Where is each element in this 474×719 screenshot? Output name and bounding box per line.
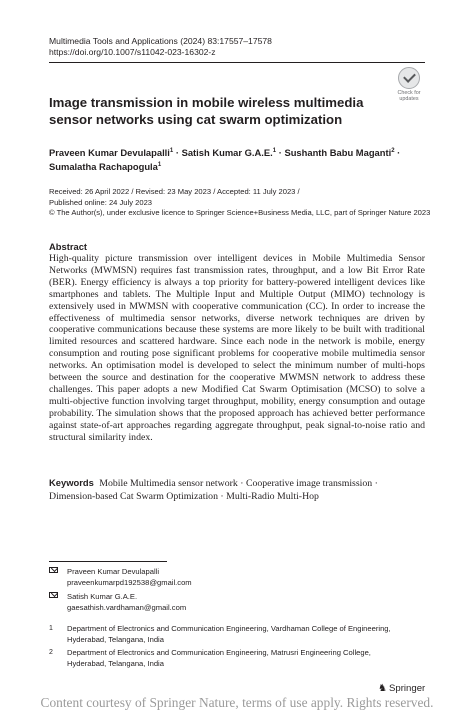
header-rule <box>49 62 425 63</box>
author-list <box>49 145 419 173</box>
affiliation-text: Department of Electronics and Communication Engineering, Vardhaman College of Engineering, Hyderabad, Telangana, India <box>67 624 391 644</box>
affiliation-text: Department of Electronics and Communication Engineering, Matrusri Engineering College, Hyderabad, Telangana, India <box>67 648 371 668</box>
keyword-separator: · <box>372 478 378 489</box>
author-affiliation-mark: 1 <box>169 148 174 154</box>
journal-header <box>49 36 272 58</box>
abstract-text: High-quality picture transmission over intelligent devices in Mobile Multimedia Sensor Networks (MWMSN) requires fast transmission rates, throughput, and a low Bit Error Rate (BER). Energy efficiency is always a top priority for battery-powered intelligent devices like smartphones and tablets. The Multiple Input and Multiple Output (MIMO) technology is extensively used in MWMSN with cooperative communication (CC). In order to increase the effectiveness of multimedia sensor networks, diverse network techniques are driven by cooperative communications because these systems are more likely to be built with traditional limited resources and scattered hardware. Since each node in the network is mobile, energy consumption and routing pose significant problems for cooperative mobile multimedia sensor networks. An optimisation model is developed to select the minimum number of multi-hops between the source and destination for the cooperative MWMSN network to address these challenges. This paper adopts a new Modified Cat Swarm Optimisation (MCSO) to solve a multi-objective function involving target throughput, mobility, energy consumption and outage probability. The simulation shows that the proposed approach has achieved better performance against state-of-art approaches regarding aggregate throughput, peak signal-to-noise ratio and structural similarity index. <box>49 253 425 443</box>
author-affiliation-mark: 1 <box>157 162 162 169</box>
courtesy-watermark: Content courtesy of Springer Nature, terms of use apply. Rights reserved. <box>40 695 434 710</box>
published-online: Published online: 24 July 2023 <box>49 197 153 207</box>
publisher-logo <box>378 683 425 694</box>
author-name: Satish Kumar G.A.E. <box>181 147 273 159</box>
author-affiliation-mark: 1 <box>272 148 277 154</box>
keyword: Multi-Radio Multi-Hop <box>226 490 319 502</box>
envelope-icon <box>49 592 58 598</box>
check-for-updates-badge[interactable] <box>393 67 425 101</box>
keyword-separator: · <box>217 490 227 502</box>
contact-email[interactable]: praveenkumarpd192538@gmail.com <box>67 577 192 587</box>
publisher-name: Springer <box>388 683 426 694</box>
check-updates-line1: Check for <box>397 90 421 96</box>
author-name: Sumalatha Rachapogula <box>49 161 158 173</box>
keyword: Dimension-based Cat Swarm Optimization <box>49 490 218 502</box>
keywords-label: Keywords <box>49 477 94 488</box>
copyright-notice: © The Author(s), under exclusive licence to Springer Science+Business Media, LLC, part of Springer Nature 2023 <box>49 208 431 217</box>
keyword: Mobile Multimedia sensor network <box>99 478 238 489</box>
contact-name: Satish Kumar G.A.E. <box>67 592 138 601</box>
springer-horse-icon: ♞ <box>378 683 387 694</box>
author-name: Sushanth Babu Maganti <box>284 147 392 159</box>
check-updates-line2: updates <box>399 96 419 102</box>
author-separator: · <box>173 147 182 159</box>
footnote-rule <box>49 561 167 562</box>
history-dates: Received: 26 April 2022 / Revised: 23 May 2023 / Accepted: 11 July 2023 / <box>49 187 300 196</box>
contact-footnote <box>49 592 425 614</box>
contact-name: Praveen Kumar Devulapalli <box>67 567 160 576</box>
abstract-heading: Abstract <box>49 241 88 252</box>
keywords-section <box>49 477 425 503</box>
contact-footnote <box>49 567 425 589</box>
affiliation-mark: 2 <box>49 649 53 656</box>
author-separator: · <box>276 147 285 159</box>
journal-citation: Multimedia Tools and Applications (2024) 83:17557–17578 <box>49 36 272 46</box>
affiliation-footnote <box>49 624 425 646</box>
author-separator: · <box>394 147 401 159</box>
envelope-icon <box>49 567 58 573</box>
keyword: Cooperative image transmission <box>245 478 373 489</box>
check-updates-icon <box>398 67 420 89</box>
contact-email[interactable]: gaesathish.vardhaman@gmail.com <box>67 602 187 612</box>
author-name: Praveen Kumar Devulapalli <box>49 147 170 159</box>
affiliation-mark: 1 <box>49 625 53 632</box>
doi-link[interactable]: https://doi.org/10.1007/s11042-023-16302-z <box>49 47 216 57</box>
article-title: Image transmission in mobile wireless multimedia sensor networks using cat swarm optimization <box>49 95 364 127</box>
article-history <box>49 187 431 219</box>
author-affiliation-mark: 2 <box>391 148 395 154</box>
affiliation-footnote <box>49 648 425 670</box>
keyword-separator: · <box>237 478 246 489</box>
